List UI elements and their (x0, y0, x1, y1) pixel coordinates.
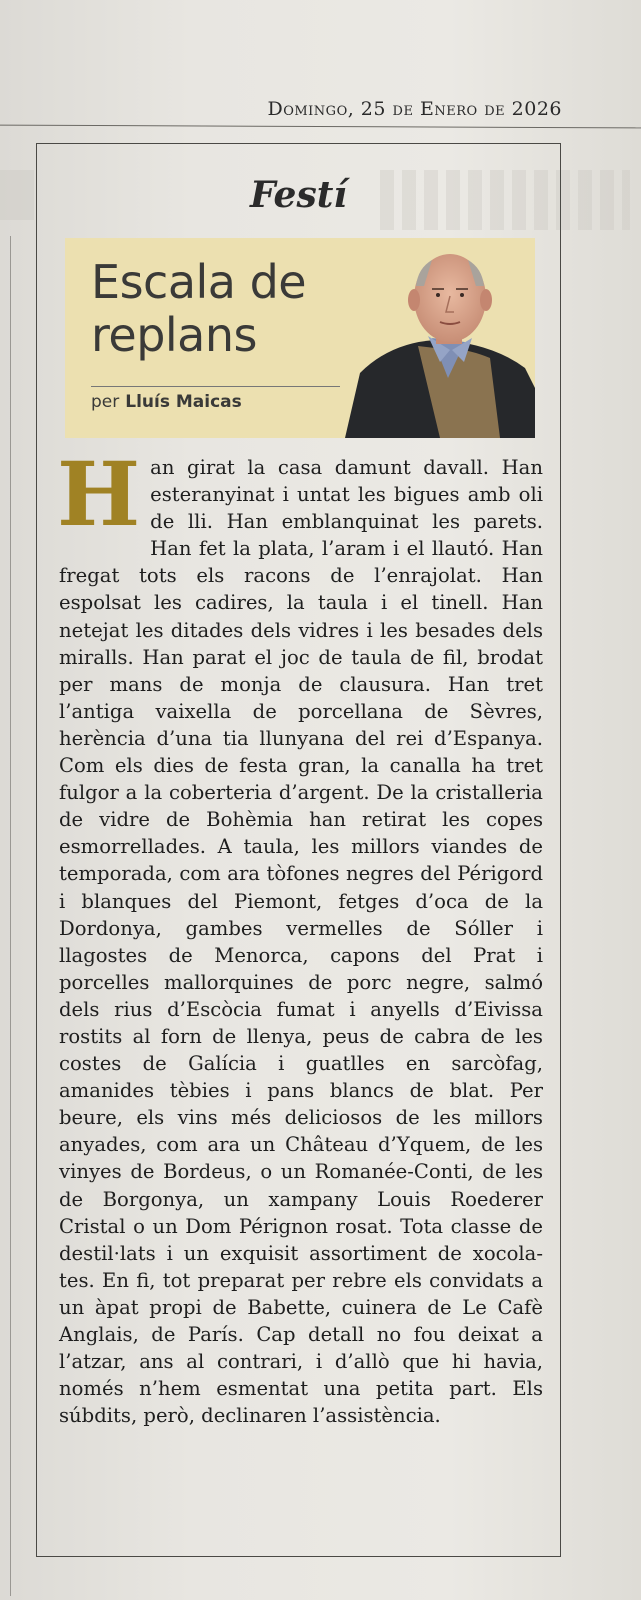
column-divider-rule (10, 236, 11, 1596)
author-portrait-photo (340, 238, 535, 438)
ghost-print-shadow (0, 170, 34, 220)
column-title-line-1: Escala de (91, 255, 307, 309)
article-body (57, 442, 543, 1429)
byline (91, 392, 242, 412)
article-text: an girat la casa damunt davall. Han esteranyinat i untat les bigues amb oli de lli. Han emblanquinat les parets. Han fet la plata, l’aram i el llautó. Han fregat tots els racons de l’enrajolat. Han espolsat les cadires, la taula i el tinell. Han netejat les ditades dels vidres i les besades dels miralls. Han parat el joc de taula de fil, brodat per mans de monja de clausura. Han tret l’antiga vaixella de porcellana de Sèvres, herència d’una tia llunyana del rei d’Espanya. Com els dies de festa gran, la canalla ha tret fulgor a la coberteria d’argent. De la cristalleria de vidre de Bohèmia han retirat les copes esmorrellades. A taula, les millors viandes de temporada, com ara tòfones negres del Périgord i blanques del Piemont, fetges d’oca de la Dordonya, gambes vermelles de Sóller i llagostes de Menorca, capons del Prat i porcelles mallorquines de porc negre, salmó dels rius d’Escòcia fumat i anyells d’Eivissa rostits al forn de llenya, peus de cabra de les costes de Galícia i guatlles en sarcòfag, amanides tèbies i pans blancs de blat. Per beure, els vins més deliciosos de les millors anyades, com ara un Château d’Yquem, de les vinyes de Bordeus, o un Romanée-Conti, de les de Borgonya, un xampany Louis Roederer Cristal o un Dom Pérignon rosat. Tota classe de destil·lats i un exquisit assortiment de xocolates. En fi, tot preparat per rebre els convidats a un àpat propi de Babette, cuinera de Le Cafè Anglais, de París. Cap detall no fou deixat a l’atzar, ans al contrari, i d’allò que hi havia, només n’hem esmentat una petita part. Els súbdits, però, declinaren l’assistència. (59, 456, 543, 1428)
opinion-column-box (36, 143, 561, 1557)
byline-rule (91, 386, 361, 387)
author-name: Lluís Maicas (125, 392, 242, 412)
page-dateline: Domingo, 25 de Enero de 2026 (267, 98, 562, 120)
column-title-line-2: replans (91, 308, 257, 362)
byline-prefix: per (91, 392, 120, 412)
column-title (91, 256, 381, 362)
drop-cap: H (57, 442, 141, 546)
column-header-band (65, 238, 535, 438)
section-title: Festí (249, 174, 348, 216)
